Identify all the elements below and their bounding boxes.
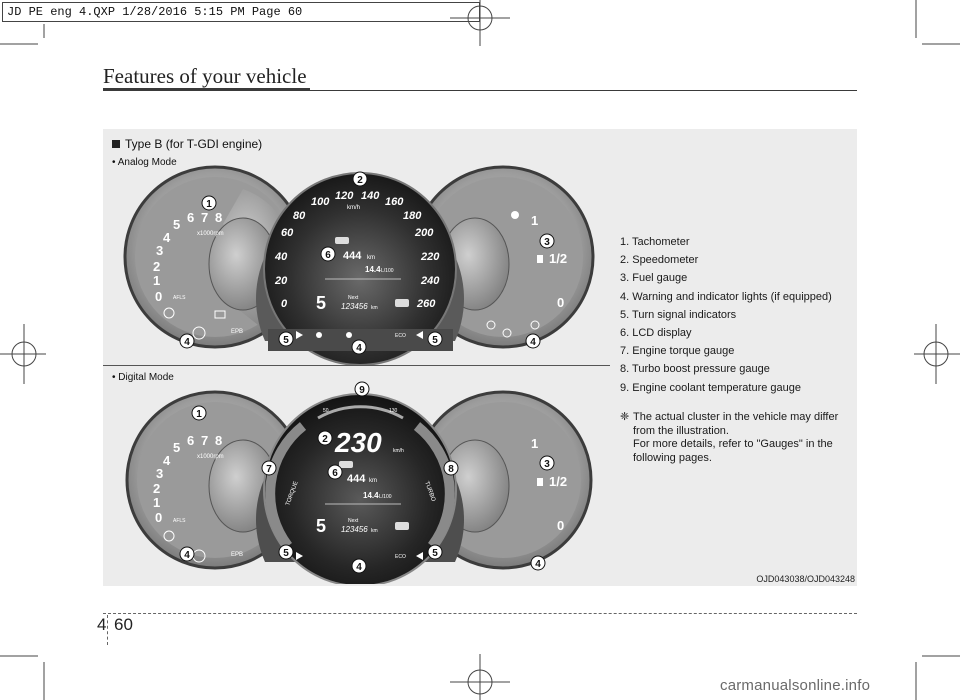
lcd-economy: 14.4 [363,491,379,500]
cluster-illustration-panel [103,129,857,586]
car-icon [335,237,349,244]
callout-5: 5 [283,548,289,559]
car-door-icon [395,299,409,307]
legend-item: 3. Fuel gauge [620,272,688,285]
registration-mark-left [0,322,48,386]
fuel-pump-icon [537,255,543,263]
speed-unit: km/h [347,205,361,211]
speed-number: 20 [275,275,288,287]
coolant-high: 130 [389,408,398,414]
lcd-economy-unit: L/100 [379,494,392,500]
lcd-range-unit: km [367,255,375,261]
fuel-pump-icon [537,478,543,486]
digital-speed: 230 [335,427,382,458]
callout-6: 6 [332,468,338,479]
watermark: carmanualsonline.info [720,677,871,694]
digital-speed-unit: km/h [393,448,404,454]
callout-4: 4 [356,343,362,354]
speed-number: 160 [385,196,404,208]
speed-number: 0 [281,298,288,310]
callout-4: 4 [535,559,541,570]
speed-number: 240 [421,275,440,287]
lcd-next: Next [348,295,359,301]
legend-item: 7. Engine torque gauge [620,345,735,358]
note-line: The actual cluster in the vehicle may differ [633,411,839,423]
footer-rule [103,613,857,614]
tach-number: 3 [156,466,164,481]
print-slug-header: JD PE eng 4.QXP 1/28/2016 5:15 PM Page 60 [2,2,480,22]
registration-mark-top [448,0,512,48]
speed-number: 200 [415,227,434,239]
oil-pressure-icon [346,332,352,338]
speed-number: 220 [421,251,440,263]
tach-number: 6 [187,433,195,448]
door-open-icon [511,211,519,219]
digital-mode-label: • Digital Mode [112,372,174,383]
digital-cluster [103,366,613,584]
speed-number: 180 [403,210,422,222]
fuel-full-label: 1 [531,436,539,451]
legend-item: 1. Tachometer [620,236,690,248]
section-title: Features of your vehicle [103,64,307,88]
callout-4: 4 [184,337,190,348]
chapter-number: 4 [97,615,107,634]
callout-2: 2 [322,434,328,445]
tach-number: 6 [187,210,195,225]
afls-label: AFLS [173,518,186,524]
callout-1: 1 [196,409,202,420]
note-line: from the illustration. [633,424,729,437]
lcd-odometer: 123456 [341,302,368,311]
callout-legend [620,233,855,397]
lcd-range: 444 [343,250,362,262]
callout-9: 9 [359,385,365,396]
tach-number: 0 [155,289,163,304]
note-line: following pages. [633,451,712,464]
page-number: 60 [114,615,133,634]
turbo-label: TURBO [423,480,436,503]
callout-5: 5 [432,335,438,346]
epb-label: EPB [231,329,244,335]
lcd-economy-unit: L/100 [381,268,394,274]
tach-number: 5 [173,217,181,232]
section-rule-thick [103,88,310,91]
tach-number: 0 [155,510,163,525]
tach-number: 2 [153,481,161,496]
speed-number: 100 [311,196,330,208]
tach-number: 4 [163,230,171,245]
registration-mark-bottom [448,652,512,700]
cluster-note [620,411,852,465]
legend-item: 6. LCD display [620,326,692,339]
seatbelt-icon [316,332,322,338]
speed-number: 260 [417,298,436,310]
tach-number: 8 [215,210,223,225]
epb-label: EPB [231,552,244,558]
tach-unit: x1000rpm [197,454,224,460]
footer-separator [107,615,108,645]
legend-item: 5. Turn signal indicators [620,308,737,321]
tach-number: 4 [163,453,171,468]
legend-item: 2. Speedometer [620,254,699,267]
note-line: For more details, refer to "Gauges" in the [633,438,833,450]
lcd-odometer-unit: km [371,305,378,311]
torque-label: TORQUE [285,480,300,507]
lcd-gear: 5 [316,516,327,536]
legend-item: 9. Engine coolant temperature gauge [620,381,802,394]
speed-number: 80 [293,210,306,222]
speed-number: 40 [275,251,288,263]
fuel-full-label: 1 [531,213,539,228]
car-door-icon [395,522,409,530]
legend-item: 4. Warning and indicator lights (if equipped) [620,290,832,303]
lcd-next: Next [348,518,359,524]
lcd-gear: 5 [316,293,327,313]
lcd-economy: 14.4 [365,265,381,274]
fuel-half-label: 1/2 [549,251,568,266]
tach-number: 2 [153,259,161,274]
callout-8: 8 [448,464,454,475]
afls-label: AFLS [173,295,186,301]
note-symbol-icon: ❈ [620,411,630,423]
speed-number: 140 [361,190,380,202]
tach-number: 1 [153,495,161,510]
legend-item: 8. Turbo boost pressure gauge [620,363,770,376]
crop-mark-bottom-left [0,650,50,700]
callout-3: 3 [544,237,550,248]
lcd-range: 444 [347,473,366,485]
crop-mark-bottom-right [910,650,960,700]
tach-unit: x1000rpm [197,231,224,237]
eco-label: ECO [395,554,406,560]
type-label-text: Type B (for T-GDI engine) [125,137,263,151]
callout-6: 6 [325,250,331,261]
fuel-empty-label: 0 [557,518,565,533]
lcd-odometer-unit: km [371,528,378,534]
callout-5: 5 [432,548,438,559]
eco-label: ECO [395,333,406,339]
callout-4: 4 [184,550,190,561]
image-code: OJD043038/OJD043248 [756,574,855,584]
tach-number: 3 [156,243,164,258]
tach-number: 7 [201,433,209,448]
callout-1: 1 [206,199,212,210]
coolant-low: 50 [323,408,329,414]
callout-2: 2 [357,175,363,186]
speed-number: 60 [281,227,294,239]
callout-4: 4 [530,337,536,348]
analog-mode-label: • Analog Mode [112,157,177,168]
callout-5: 5 [283,335,289,346]
callout-7: 7 [266,464,272,475]
registration-mark-right [912,322,960,386]
tach-number: 8 [215,433,223,448]
crop-mark-top-left [0,0,50,50]
speed-number: 120 [335,190,354,202]
section-rule-thin [310,90,857,91]
fuel-half-label: 1/2 [549,474,568,489]
crop-mark-top-right [910,0,960,50]
callout-3: 3 [544,459,550,470]
tach-number: 5 [173,440,181,455]
callout-4: 4 [356,562,362,573]
car-icon [339,461,353,468]
lcd-range-unit: km [369,478,377,484]
tach-number: 1 [153,273,161,288]
analog-cluster [103,129,613,365]
lcd-odometer: 123456 [341,525,368,534]
tach-number: 7 [201,210,209,225]
fuel-empty-label: 0 [557,295,565,310]
